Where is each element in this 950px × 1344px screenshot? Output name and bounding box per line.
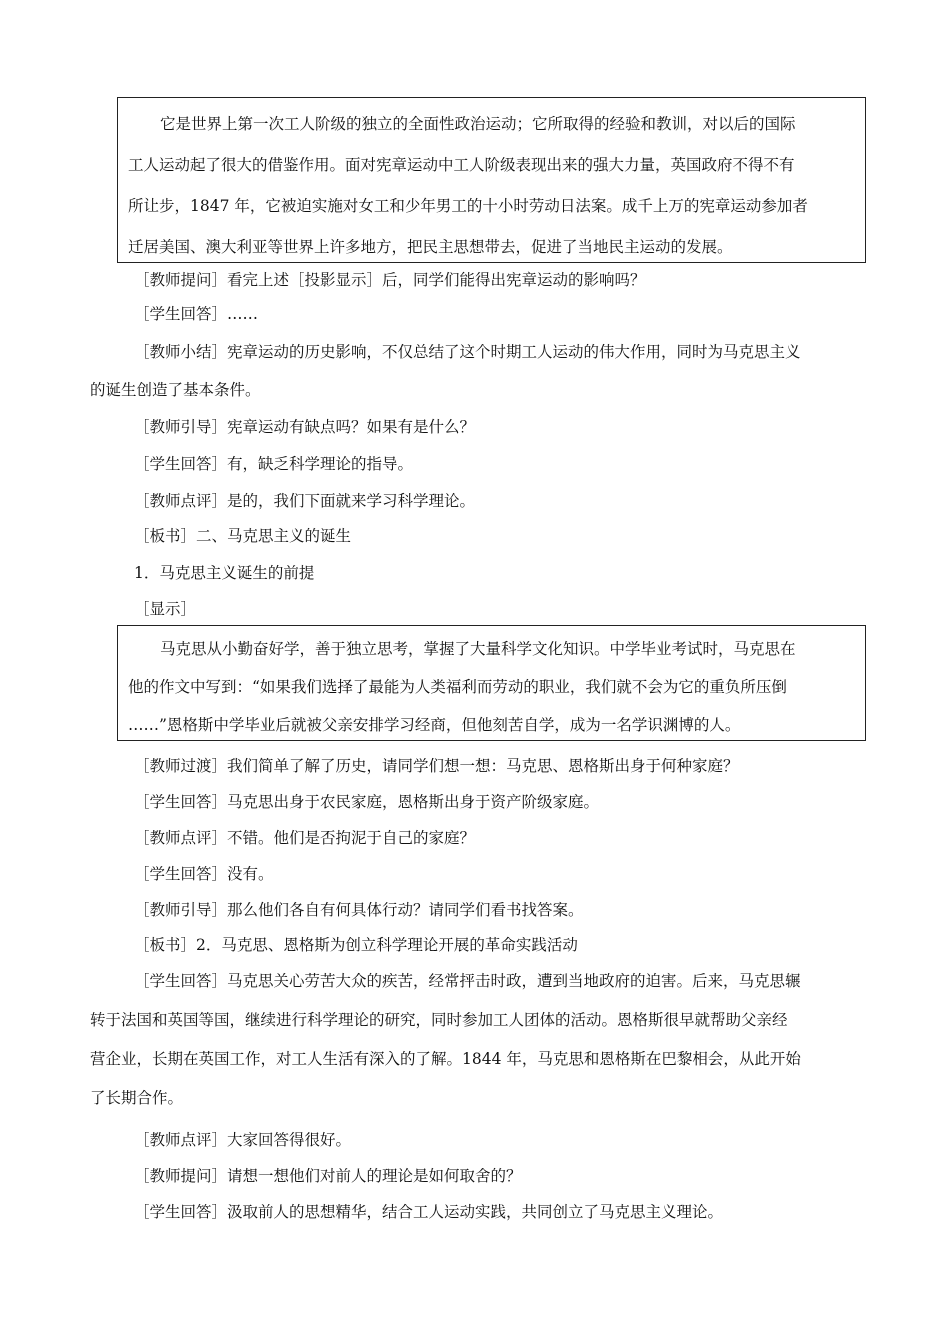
paragraph: ［显示］ — [134, 600, 197, 618]
quote-line: ……”恩格斯中学毕业后就被父亲安排学习经商，但他刻苦自学，成为一名学识渊博的人。 — [128, 716, 741, 734]
paragraph: 营企业，长期在英国工作，对工人生活有深入的了解。1844 年，马克思和恩格斯在巴黎相会，从此开始 — [90, 1050, 801, 1068]
paragraph: ［学生回答］…… — [134, 305, 259, 323]
paragraph: 了长期合作。 — [90, 1089, 184, 1107]
paragraph: ［教师点评］是的，我们下面就来学习科学理论。 — [134, 492, 476, 510]
paragraph: ［教师点评］不错。他们是否拘泥于自己的家庭？ — [134, 829, 476, 847]
quote-line: 迁居美国、澳大利亚等世界上许多地方，把民主思想带去，促进了当地民主运动的发展。 — [128, 238, 733, 256]
paragraph: ［教师过渡］我们简单了解了历史，请同学们想一想：马克思、恩格斯出身于何种家庭？ — [134, 757, 739, 775]
paragraph: ［教师点评］大家回答得很好。 — [134, 1131, 352, 1149]
paragraph: ［板书］二、马克思主义的诞生 — [134, 527, 352, 545]
paragraph: ［教师引导］那么他们各自有何具体行动？请同学们看书找答案。 — [134, 901, 584, 919]
paragraph: ［教师小结］宪章运动的历史影响，不仅总结了这个时期工人运动的伟大作用，同时为马克思主义 — [134, 343, 801, 361]
paragraph: ［教师提问］请想一想他们对前人的理论是如何取舍的？ — [134, 1167, 522, 1185]
paragraph: ［板书］2．马克思、恩格斯为创立科学理论开展的革命实践活动 — [134, 936, 578, 954]
paragraph: 转于法国和英国等国，继续进行科学理论的研究，同时参加工人团体的活动。恩格斯很早就帮助父亲经 — [90, 1011, 788, 1029]
paragraph: ［教师引导］宪章运动有缺点吗？如果有是什么？ — [134, 418, 476, 436]
section-heading: 1．马克思主义诞生的前提 — [134, 564, 315, 582]
paragraph: ［学生回答］马克思出身于农民家庭，恩格斯出身于资产阶级家庭。 — [134, 793, 600, 811]
quote-line: 它是世界上第一次工人阶级的独立的全面性政治运动；它所取得的经验和教训，对以后的国际 — [160, 115, 796, 133]
quote-box-chartism — [117, 97, 866, 263]
paragraph: ［学生回答］汲取前人的思想精华，结合工人运动实践，共同创立了马克思主义理论。 — [134, 1203, 724, 1221]
paragraph: ［学生回答］有，缺乏科学理论的指导。 — [134, 455, 414, 473]
paragraph: 的诞生创造了基本条件。 — [90, 381, 261, 399]
paragraph: ［教师提问］看完上述［投影显示］后，同学们能得出宪章运动的影响吗？ — [134, 271, 646, 289]
quote-line: 工人运动起了很大的借鉴作用。面对宪章运动中工人阶级表现出来的强大力量，英国政府不得不有 — [128, 156, 795, 174]
quote-line: 所让步，1847 年，它被迫实施对女工和少年男工的十小时劳动日法案。成千上万的宪章运动参加者 — [128, 197, 808, 215]
quote-box-marx — [117, 625, 866, 741]
paragraph: ［学生回答］没有。 — [134, 865, 274, 883]
paragraph: ［学生回答］马克思关心劳苦大众的疾苦，经常抨击时政，遭到当地政府的迫害。后来，马克思辗 — [134, 972, 801, 990]
quote-line: 马克思从小勤奋好学，善于独立思考，掌握了大量科学文化知识。中学毕业考试时，马克思在 — [160, 640, 796, 658]
quote-line: 他的作文中写到：“如果我们选择了最能为人类福利而劳动的职业，我们就不会为它的重负所压倒 — [128, 678, 787, 696]
